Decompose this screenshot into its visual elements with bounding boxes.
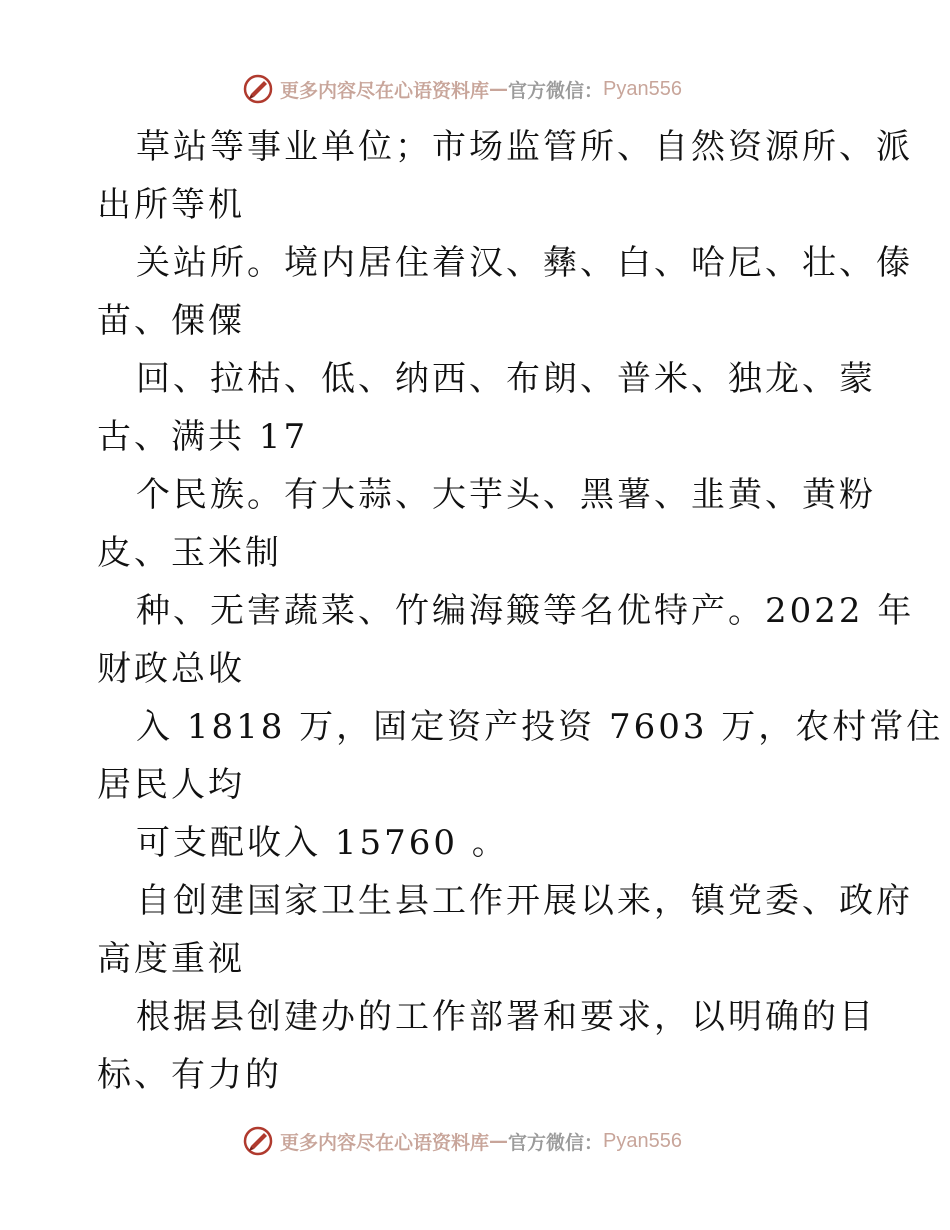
paragraph-line: 出所等机 — [97, 185, 245, 225]
paragraph — [0, 350, 950, 466]
banner-title: 更多内容尽在心语资料库 — [280, 79, 490, 102]
banner-wechat-id: Pyan556 — [603, 77, 682, 100]
paragraph-line: 皮、玉米制 — [97, 533, 282, 573]
paragraph-line: 种、无害蔬菜、竹编海簸等名优特产。2022 年 — [136, 591, 915, 631]
paragraph-line: 古、满共 17 — [97, 417, 309, 457]
paragraph-line: 财政总收 — [97, 649, 245, 689]
paragraph-line: 入 1818 万，固定资产投资 7603 万，农村常住 — [136, 707, 944, 747]
document-body — [0, 118, 950, 1104]
paragraph — [0, 814, 950, 872]
paragraph-line: 回、拉枯、低、纳西、布朗、普米、独龙、蒙 — [136, 359, 876, 399]
paragraph-line: 标、有力的 — [97, 1055, 282, 1095]
banner-wechat-id: Pyan556 — [603, 1129, 682, 1152]
header-watermark-banner — [0, 72, 950, 106]
paragraph-line: 苗、傈僳 — [97, 301, 245, 341]
banner-title: 更多内容尽在心语资料库 — [280, 1131, 490, 1154]
logo-icon — [242, 73, 274, 105]
paragraph-line: 居民人均 — [97, 765, 245, 805]
banner-dash: — — [489, 78, 509, 100]
paragraph-line: 可支配收入 15760 。 — [136, 823, 509, 863]
paragraph-line: 草站等事业单位；市场监管所、自然资源所、派 — [136, 127, 913, 167]
banner-dash: — — [489, 1130, 509, 1152]
paragraph-line: 高度重视 — [97, 939, 245, 979]
paragraph — [0, 988, 950, 1104]
paragraph — [0, 872, 950, 988]
paragraph-line: 根据县创建办的工作部署和要求，以明确的目 — [136, 997, 876, 1037]
paragraph — [0, 582, 950, 698]
paragraph — [0, 698, 950, 814]
paragraph-line: 个民族。有大蒜、大芋头、黑薯、韭黄、黄粉 — [136, 475, 876, 515]
paragraph — [0, 234, 950, 350]
banner-label: 官方微信： — [508, 1131, 604, 1154]
paragraph-line: 自创建国家卫生县工作开展以来，镇党委、政府 — [136, 881, 913, 921]
banner-label: 官方微信： — [508, 79, 604, 102]
logo-icon — [242, 1125, 274, 1157]
paragraph — [0, 466, 950, 582]
footer-watermark-banner — [0, 1124, 950, 1158]
paragraph — [0, 118, 950, 234]
paragraph-line: 关站所。境内居住着汉、彝、白、哈尼、壮、傣 — [136, 243, 913, 283]
